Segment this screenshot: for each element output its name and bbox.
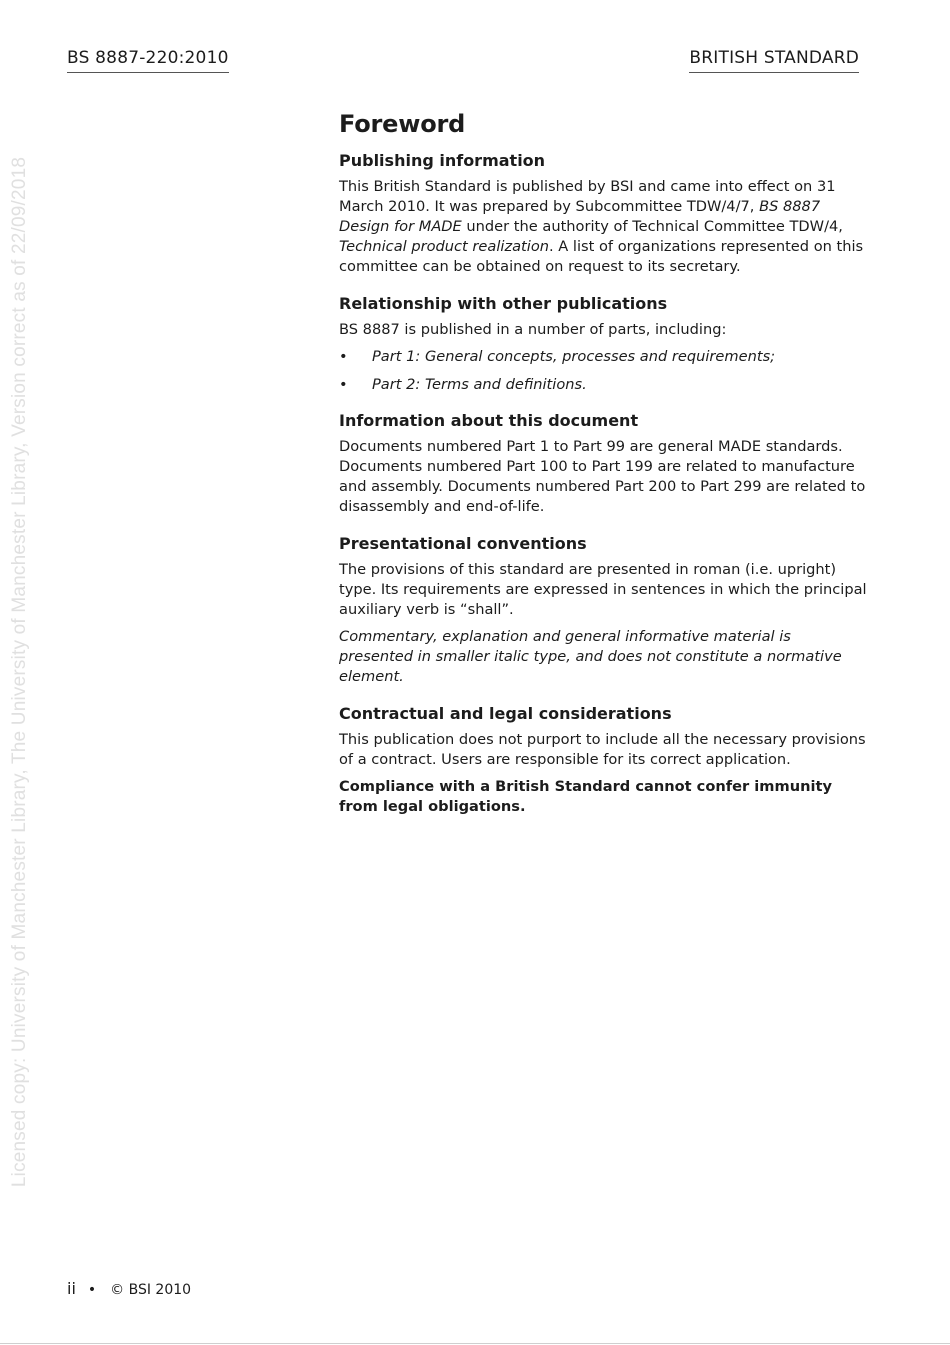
publishing-section xyxy=(339,150,869,277)
page-footer xyxy=(67,1279,191,1300)
publishing-italic-2: Technical product realization xyxy=(339,238,550,255)
list-item xyxy=(339,375,869,395)
publishing-text-1: This British Standard is published by BSI and came into effect on 31 March 2010. It was prepared by Subcommittee TDW/4/7, xyxy=(339,178,836,215)
foreword-content xyxy=(339,108,869,833)
publishing-text-2: under the authority of Technical Committee TDW/4, xyxy=(461,218,843,235)
legal-section xyxy=(339,703,869,817)
relationship-intro: BS 8887 is published in a number of parts, including: xyxy=(339,321,727,338)
document-number: BS 8887-220:2010 xyxy=(67,47,229,73)
page-title: Foreword xyxy=(339,110,466,138)
relationship-section xyxy=(339,293,869,395)
license-watermark: Licensed copy: University of Manchester Library, The University of Manchester Library, Version correct as of 22/09/2018 xyxy=(9,156,30,1188)
section-heading-legal: Contractual and legal considerations xyxy=(339,704,672,723)
commentary-paragraph: Commentary, explanation and general informative material is presented in smaller italic type, and does not constitute a normative element. xyxy=(339,628,842,685)
section-heading-conventions: Presentational conventions xyxy=(339,534,587,553)
footer-separator: • xyxy=(87,1282,97,1298)
parts-list xyxy=(339,347,869,395)
section-heading-publishing: Publishing information xyxy=(339,151,546,170)
conventions-section xyxy=(339,533,869,687)
conventions-paragraph: The provisions of this standard are presented in roman (i.e. upright) type. Its requirements are expressed in sentences in which the principal auxiliary verb is “shall”. xyxy=(339,561,867,618)
page-edge-divider xyxy=(0,1343,950,1344)
list-item-text: Part 1: General concepts, processes and requirements; xyxy=(372,348,776,365)
section-heading-relationship: Relationship with other publications xyxy=(339,294,668,313)
publishing-paragraph xyxy=(339,177,869,277)
information-paragraph: Documents numbered Part 1 to Part 99 are general MADE standards. Documents numbered Part 100 to Part 199 are related to manufacture and assembly. Documents numbered Part 200 to Part 299 are related to disassembly and end-of-life. xyxy=(339,438,866,515)
publishing-text-3: . A list of organizations represented on this committee can be obtained on request to its secretary. xyxy=(339,238,864,275)
publishing-italic-1: BS 8887 Design for MADE xyxy=(339,198,821,235)
legal-paragraph: This publication does not purport to include all the necessary provisions of a contract. Users are responsible for its correct application. xyxy=(339,731,866,768)
compliance-statement: Compliance with a British Standard cannot confer immunity from legal obligations. xyxy=(339,778,832,815)
information-section xyxy=(339,410,869,517)
standard-series-label: BRITISH STANDARD xyxy=(689,47,859,73)
bullet-icon: • xyxy=(339,348,348,365)
copyright-notice: © BSI 2010 xyxy=(110,1282,192,1298)
bullet-icon: • xyxy=(339,376,348,393)
section-heading-information: Information about this document xyxy=(339,411,639,430)
page-number: ii xyxy=(67,1279,76,1298)
list-item-text: Part 2: Terms and definitions. xyxy=(372,376,587,393)
list-item xyxy=(339,347,869,367)
